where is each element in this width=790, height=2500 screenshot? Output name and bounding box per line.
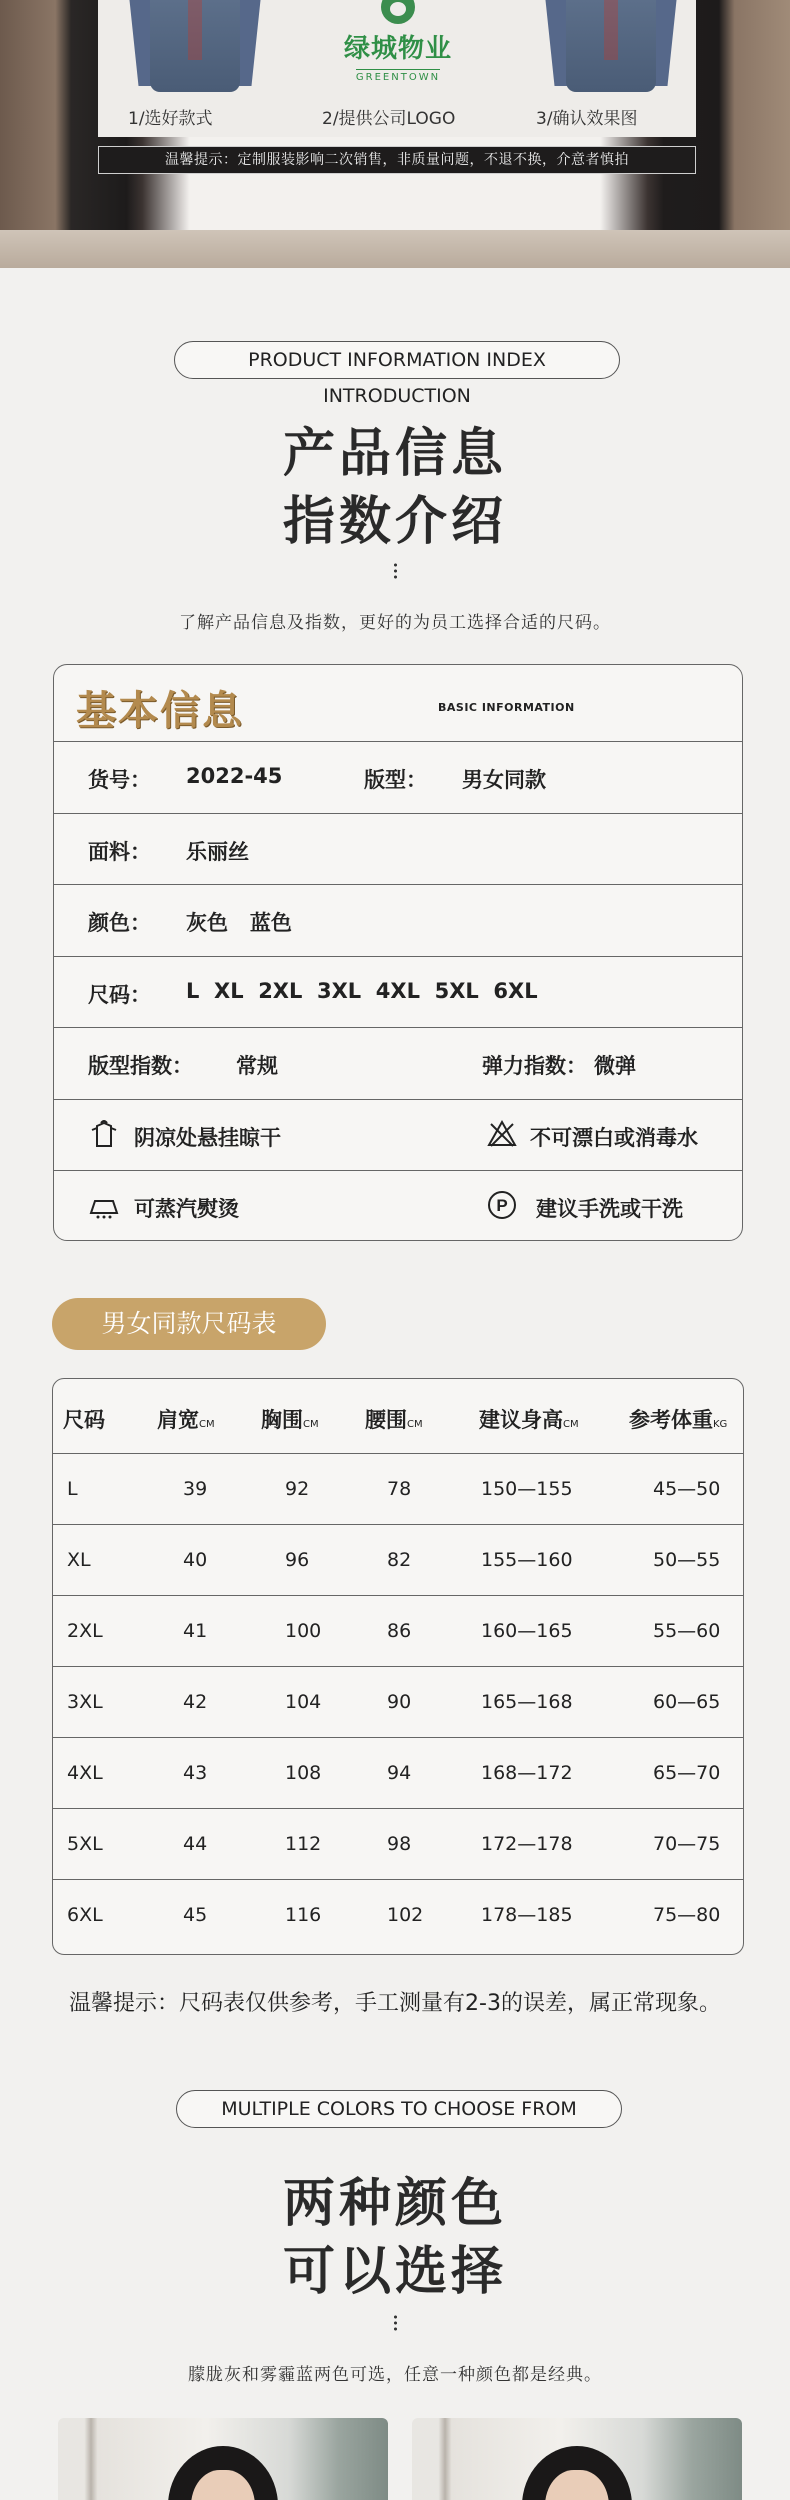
table-cell: 39: [183, 1478, 208, 1500]
color-row: [54, 885, 742, 957]
table-cell: 92: [285, 1478, 310, 1500]
item-no-label: 货号：: [88, 768, 151, 792]
table-cell: 40: [183, 1549, 208, 1571]
item-no-value: 2022-45: [186, 764, 283, 788]
table-row: [53, 1525, 743, 1596]
header-shoulder: 肩宽CM: [157, 1408, 215, 1432]
gray-jacket-image: [130, 0, 260, 92]
table-row: [53, 1738, 743, 1809]
table-cell: 5XL: [67, 1833, 103, 1855]
model-photo-gray: [58, 2418, 388, 2500]
table-cell: 6XL: [67, 1904, 103, 1926]
fit-label: 版型指数：: [88, 1054, 193, 1078]
no-bleach-icon: [486, 1118, 518, 1150]
fabric-row: [54, 814, 742, 886]
step-3: 3/确认效果图: [536, 109, 638, 129]
header-weight: 参考体重KG: [629, 1408, 728, 1432]
greentown-logo-icon: [381, 0, 415, 24]
table-cell: 3XL: [67, 1691, 103, 1713]
color-values: 灰色 蓝色: [186, 911, 292, 935]
size-row: [54, 957, 742, 1029]
model-photo-blue: [412, 2418, 742, 2500]
stretch-label: 弹力指数：: [482, 1054, 587, 1078]
table-cell: 150—155: [481, 1478, 573, 1500]
info-subtitle: 了解产品信息及指数，更好的为员工选择合适的尺码。: [179, 613, 611, 633]
colors-title-line1: 两种颜色: [282, 2174, 507, 2234]
table-cell: 4XL: [67, 1762, 103, 1784]
floor: [0, 230, 790, 268]
basic-info-title-en: BASIC INFORMATION: [438, 701, 575, 714]
header-chest: 胸围CM: [261, 1408, 319, 1432]
table-cell: 155—160: [481, 1549, 573, 1571]
table-cell: 70—75: [653, 1833, 721, 1855]
table-cell: 102: [387, 1904, 424, 1926]
table-cell: 104: [285, 1691, 322, 1713]
table-cell: 90: [387, 1691, 412, 1713]
table-row: [53, 1809, 743, 1880]
info-section-pill: PRODUCT INFORMATION INDEX INTRODUCTION: [174, 341, 620, 379]
table-cell: 2XL: [67, 1620, 103, 1642]
header-height: 建议身高CM: [479, 1408, 579, 1432]
fit-value: 常规: [236, 1054, 278, 1078]
table-cell: 65—70: [653, 1762, 721, 1784]
table-cell: 100: [285, 1620, 322, 1642]
table-cell: 168—172: [481, 1762, 573, 1784]
hang-dry-icon: [88, 1118, 120, 1150]
table-cell: 41: [183, 1620, 208, 1642]
colors-title-line2: 可以选择: [282, 2242, 507, 2302]
customization-banner: [0, 0, 790, 268]
colors-subtitle: 朦胧灰和雾霾蓝两色可选，任意一种颜色都是经典。: [188, 2365, 602, 2385]
table-cell: 108: [285, 1762, 322, 1784]
table-cell: 160—165: [481, 1620, 573, 1642]
dry-clean-icon: [486, 1189, 518, 1221]
style-value: 男女同款: [462, 768, 546, 792]
table-cell: 82: [387, 1549, 412, 1571]
table-row: [53, 1596, 743, 1667]
table-cell: 86: [387, 1620, 412, 1642]
hang-dry-text: 阴凉处悬挂晾干: [134, 1125, 281, 1150]
divider-dots-2: [394, 2314, 397, 2332]
style-label: 版型：: [364, 768, 427, 792]
table-cell: 178—185: [481, 1904, 573, 1926]
logo-text-cn: 绿城物业: [343, 34, 452, 64]
table-cell: 42: [183, 1691, 208, 1713]
item-style-row: [54, 742, 742, 814]
table-cell: XL: [67, 1549, 91, 1571]
table-cell: 94: [387, 1762, 412, 1784]
basic-info-card: [53, 664, 743, 1241]
table-cell: 55—60: [653, 1620, 721, 1642]
basic-info-header: [54, 665, 742, 742]
size-chart-table: [52, 1378, 744, 1955]
table-cell: 50—55: [653, 1549, 721, 1571]
table-cell: 116: [285, 1904, 322, 1926]
custom-order-warning: 温馨提示：定制服装影响二次销售，非质量问题，不退不换，介意者慎拍: [98, 146, 696, 174]
steam-iron-text: 可蒸汽熨烫: [134, 1197, 239, 1221]
color-label: 颜色：: [88, 911, 151, 935]
table-cell: 112: [285, 1833, 322, 1855]
table-cell: L: [67, 1478, 78, 1500]
table-cell: 165—168: [481, 1691, 573, 1713]
info-title-line1: 产品信息: [282, 424, 507, 484]
fabric-label: 面料：: [88, 839, 151, 864]
table-cell: 60—65: [653, 1691, 721, 1713]
table-cell: 96: [285, 1549, 310, 1571]
stretch-value: 微弹: [594, 1054, 636, 1078]
table-row: [53, 1667, 743, 1738]
company-logo: [343, 0, 453, 92]
care-row-1: [54, 1100, 742, 1172]
header-waist: 腰围CM: [365, 1408, 423, 1432]
table-cell: 172—178: [481, 1833, 573, 1855]
table-body: [53, 1454, 743, 1951]
dry-clean-text: 建议手洗或干洗: [536, 1197, 683, 1221]
size-chart-badge: 男女同款尺码表: [52, 1298, 326, 1350]
table-cell: 98: [387, 1833, 412, 1855]
step-2: 2/提供公司LOGO: [322, 109, 456, 129]
colors-section-pill: MULTIPLE COLORS TO CHOOSE FROM: [176, 2090, 622, 2128]
table-cell: 75—80: [653, 1904, 721, 1926]
table-cell: 43: [183, 1762, 208, 1784]
table-cell: 45—50: [653, 1478, 721, 1500]
table-row: [53, 1880, 743, 1951]
fabric-value: 乐丽丝: [186, 839, 249, 864]
table-cell: 44: [183, 1833, 208, 1855]
size-label: 尺码：: [88, 982, 151, 1007]
step-1: 1/选好款式: [128, 109, 213, 129]
table-row: [53, 1454, 743, 1525]
care-row-2: [54, 1171, 742, 1241]
logo-text-en: GREENTOWN: [356, 69, 440, 83]
header-size: 尺码: [63, 1408, 105, 1432]
steam-iron-icon: [88, 1189, 120, 1221]
size-chart-note: 温馨提示：尺码表仅供参考，手工测量有2-3的误差，属正常现象。: [69, 1991, 721, 2016]
table-cell: 45: [183, 1904, 208, 1926]
svg-text:P: P: [496, 1196, 508, 1215]
table-cell: 78: [387, 1478, 412, 1500]
divider-dots: [394, 562, 397, 580]
info-title-line2: 指数介绍: [282, 492, 507, 552]
no-bleach-text: 不可漂白或消毒水: [530, 1125, 698, 1150]
fit-stretch-row: [54, 1028, 742, 1100]
table-header-row: [53, 1379, 743, 1454]
blue-jacket-image: [546, 0, 676, 92]
size-values: L XL 2XL 3XL 4XL 5XL 6XL: [186, 978, 538, 1003]
basic-info-title: 基本信息: [76, 688, 244, 734]
